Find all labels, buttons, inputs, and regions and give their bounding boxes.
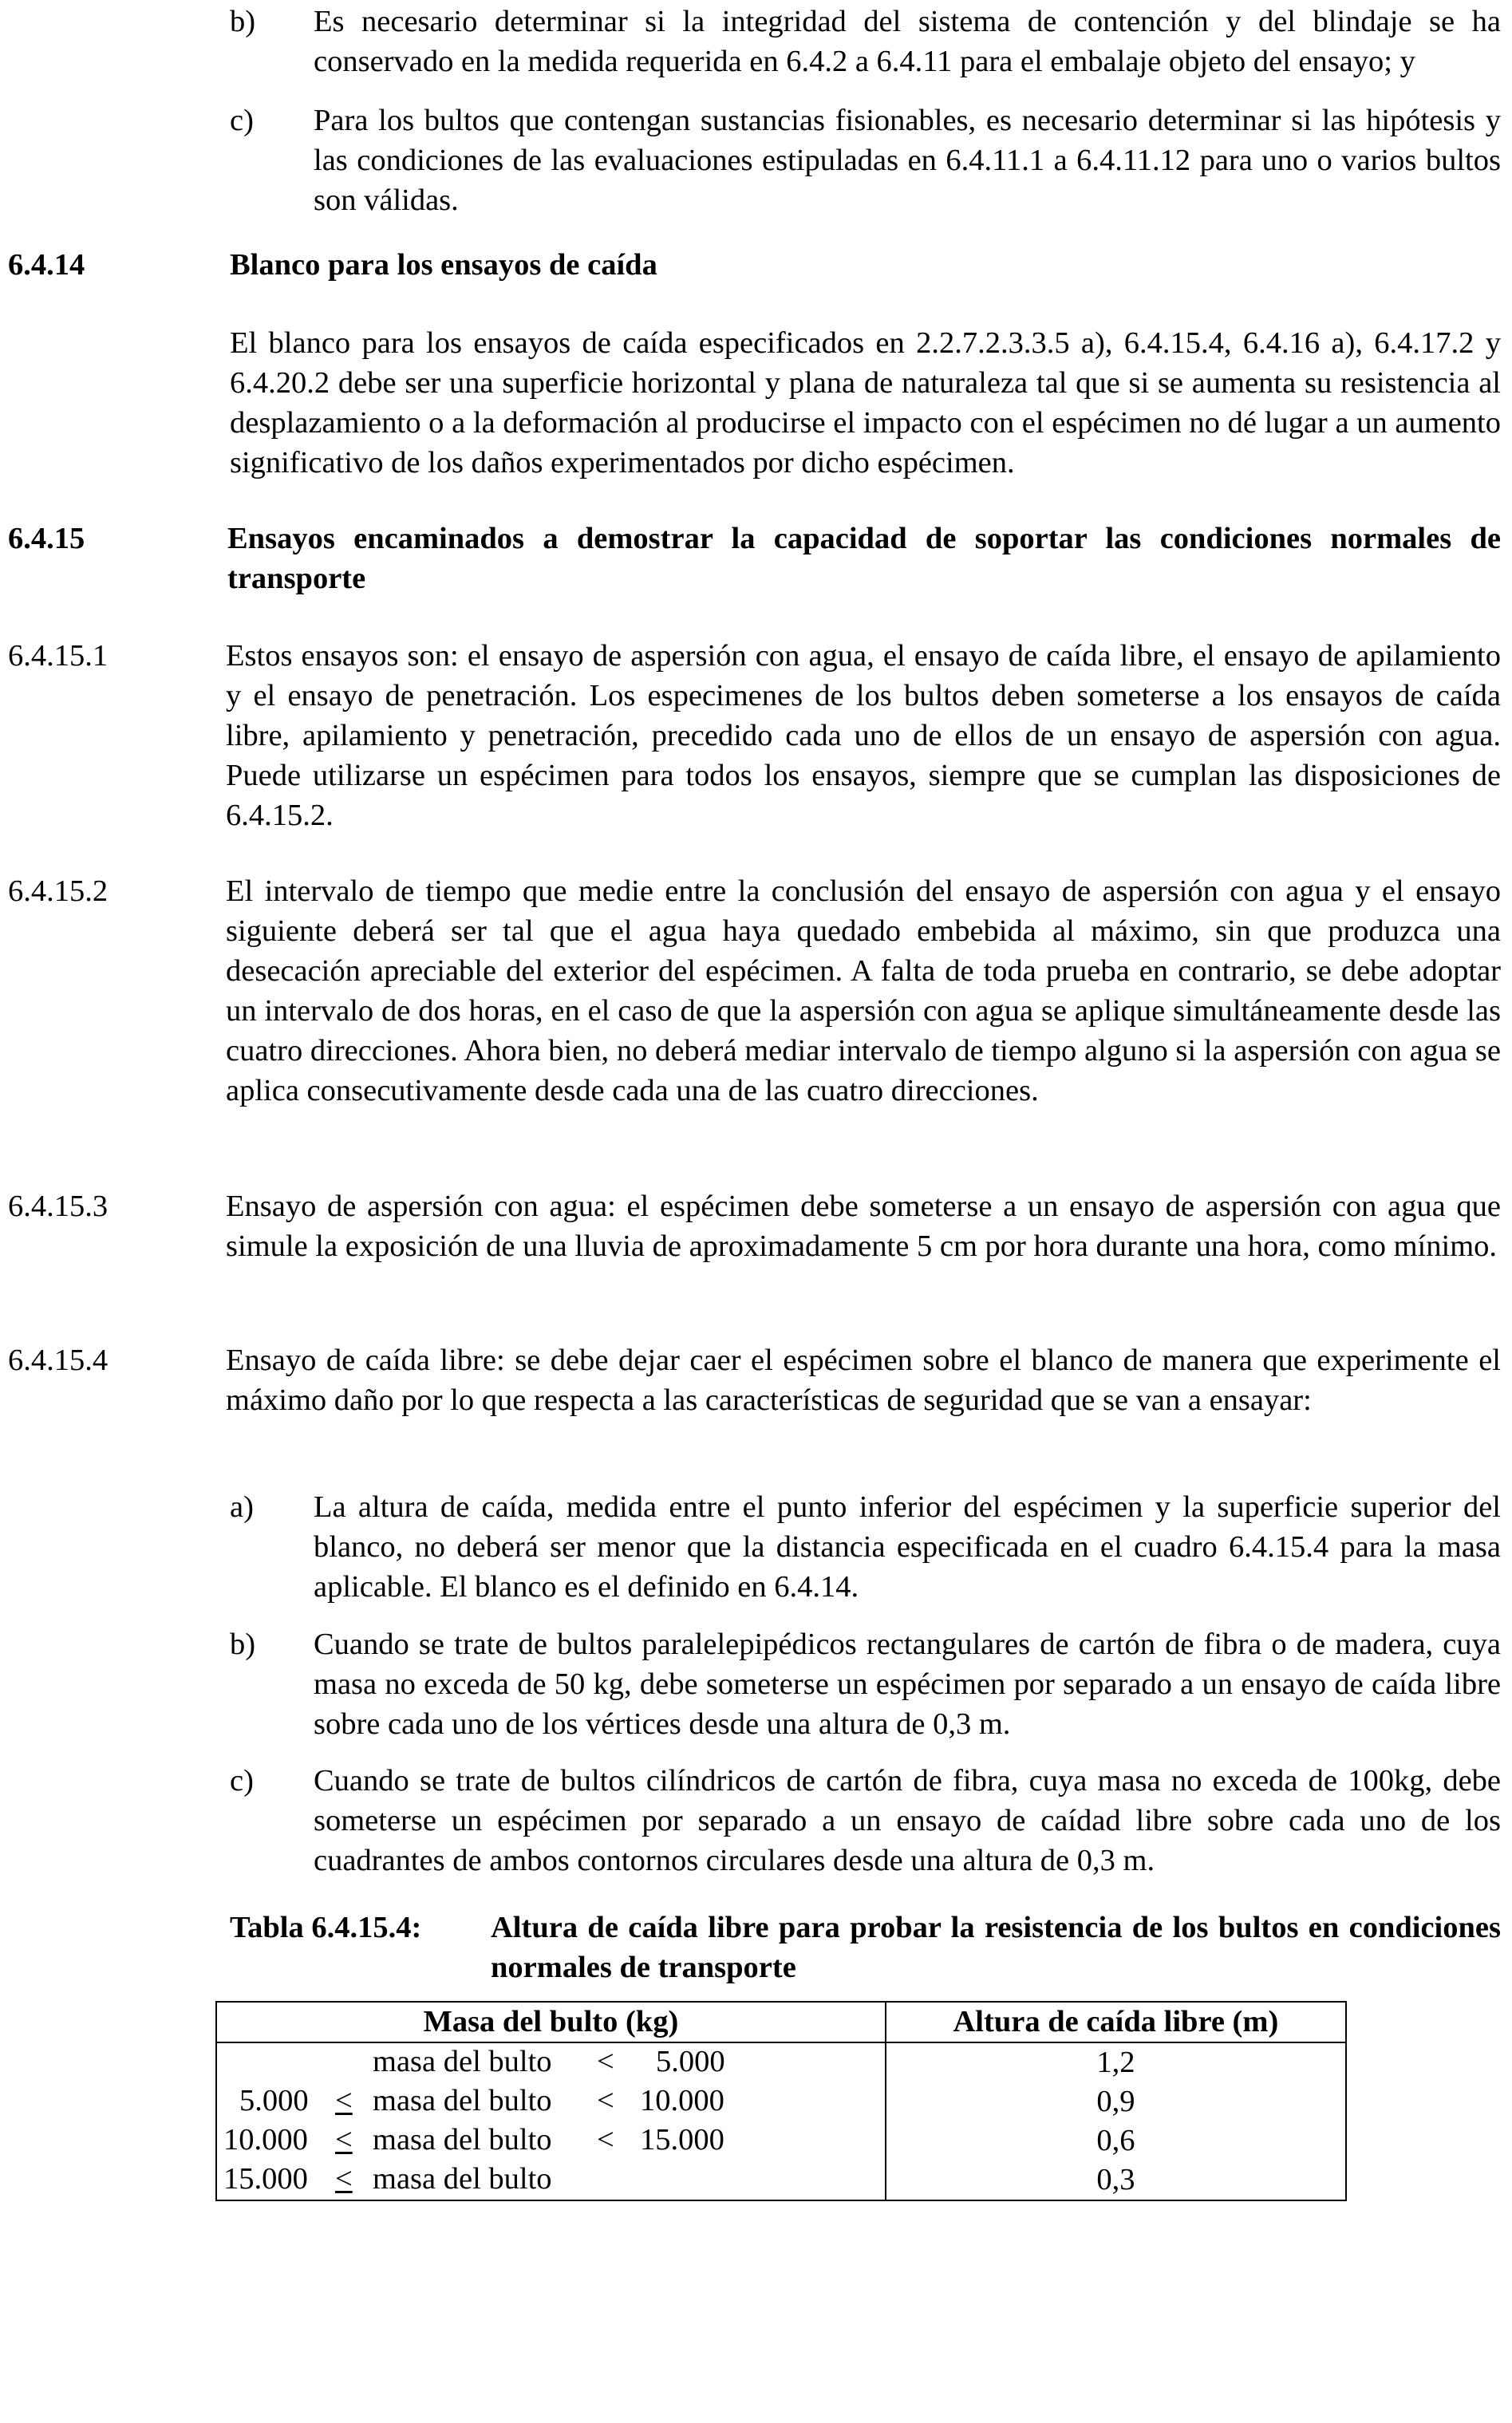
le-symbol: < [335,2084,353,2117]
table-label: Tabla 6.4.15.4: [230,1911,422,1944]
le-symbol: < [335,2162,353,2196]
sub-c-label: c) [230,1764,254,1798]
sub-a-text: La altura de caída, medida entre el punto inferior del espécimen y la superficie superior del blanco, no deberá ser menor que la distancia especificada en el cuadro 6.4.15.4 para la masa aplicable. El blanco es el definido en 6.4.14. [314,1490,1501,1604]
section-6-4-14-number: 6.4.14 [8,248,85,282]
mass-upper: 15.000 [640,2123,724,2157]
le-symbol: < [335,2123,353,2157]
sub-c-text: Cuando se trate de bultos cilíndricos de cartón de fibra, cuya masa no exceda de 100kg, debe someterse un espécimen por separado a un ensayo de caídad libre sobre cada uno de los cuadrantes de ambos contornos circulares desde una altura de 0,3 m. [314,1764,1501,1877]
lt-symbol: < [597,2045,614,2078]
section-6-4-14-body: El blanco para los ensayos de caída especificados en 2.2.7.2.3.3.5 a), 6.4.15.4, 6.4.16 a), 6.4.17.2 y 6.4.20.2 debe ser una superficie horizontal y plana de naturaleza tal que si se aumenta su resistencia al desplazamiento o a la deformación al producirse el impacto con el espécimen no dé lugar a un aumento significativo de los daños experimentados por dicho espécimen. [230,326,1501,479]
lt-symbol: < [597,2123,614,2157]
para-6-4-15-3-number: 6.4.15.3 [8,1190,109,1223]
item-b-text: Es necesario determinar si la integridad del sistema de contención y del blindaje se ha conservado en la medida requerida en 6.4.2 a 6.4.11 para el embalaje objeto del ensayo; y [314,5,1501,78]
column-header-mass: Masa del bulto (kg) [216,2002,886,2042]
drop-height-cell: 0,6 [886,2121,1346,2161]
para-6-4-15-3-text: Ensayo de aspersión con agua: el espécimen debe someterse a un ensayo de aspersión con agua que simule la exposición de una lluvia de aproximadamente 5 cm por hora durante una hora, como mínimo. [226,1190,1501,1263]
item-b-label: b) [230,5,256,38]
column-header-height: Altura de caída libre (m) [886,2002,1346,2042]
mass-upper: 5.000 [656,2045,725,2078]
para-6-4-15-1-text: Estos ensayos son: el ensayo de aspersión con agua, el ensayo de caída libre, el ensayo de apilamiento y el ensayo de penetración. Los especimenes de los bultos deben someterse a los ensayos de caída libre, apilamiento y penetración, precedido cada uno de ellos de un ensayo de aspersión con agua. Puede utilizarse un espécimen para todos los ensayos, siempre que se cumplan las disposiciones de 6.4.15.2. [226,639,1501,832]
table-row [216,2161,1346,2200]
section-6-4-15-number: 6.4.15 [8,522,85,555]
table-header-row [216,2002,1346,2042]
mass-label: masa del bulto [373,2084,552,2117]
lt-symbol: < [597,2084,614,2117]
item-c-text: Para los bultos que contengan sustancias fisionables, es necesario determinar si las hipótesis y las condiciones de las evaluaciones estipuladas en 6.4.11.1 a 6.4.11.12 para uno o varios bultos son válidas. [314,104,1501,217]
item-c-label: c) [230,104,254,137]
para-6-4-15-4-text: Ensayo de caída libre: se debe dejar caer el espécimen sobre el blanco de manera que experimente el máximo daño por lo que respecta a las características de seguridad que se van a ensayar: [226,1344,1501,1417]
mass-lower: 15.000 [223,2162,308,2196]
drop-height-cell: 1,2 [886,2042,1346,2082]
sub-a-label: a) [230,1490,254,1524]
para-6-4-15-4-number: 6.4.15.4 [8,1344,109,1377]
para-6-4-15-2-text: El intervalo de tiempo que medie entre la conclusión del ensayo de aspersión con agua y el ensayo siguiente deberá ser tal que el agua haya quedado embebida al máximo, sin que produzca una desecación apreciable del exterior del espécimen. A falta de toda prueba en contrario, se debe adoptar un intervalo de dos horas, en el caso de que la aspersión con agua se aplique simultáneamente desde las cuatro direcciones. Ahora bien, no deberá mediar intervalo de tiempo alguno si la aspersión con agua se aplica consecutivamente desde cada una de las cuatro direcciones. [226,874,1501,1107]
mass-label: masa del bulto [373,2162,552,2196]
para-6-4-15-1-number: 6.4.15.1 [8,639,109,673]
table-title: Altura de caída libre para probar la resistencia de los bultos en condiciones normales de transporte [491,1911,1501,1984]
drop-height-cell: 0,3 [886,2161,1346,2200]
table-row [216,2082,1346,2121]
table-row [216,2042,1346,2082]
drop-height-cell: 0,9 [886,2082,1346,2121]
table-row [216,2121,1346,2161]
drop-height-table [215,2001,1347,2201]
section-6-4-15-heading: Ensayos encaminados a demostrar la capacidad de soportar las condiciones normales de transporte [227,522,1501,595]
sub-b-label: b) [230,1628,256,1661]
section-6-4-14-heading: Blanco para los ensayos de caída [230,248,657,282]
mass-lower: 5.000 [239,2084,309,2117]
mass-label: masa del bulto [373,2123,552,2157]
mass-upper: 10.000 [640,2084,724,2117]
para-6-4-15-2-number: 6.4.15.2 [8,874,109,908]
mass-label: masa del bulto [373,2045,552,2078]
mass-lower: 10.000 [223,2123,308,2157]
sub-b-text: Cuando se trate de bultos paralelepipédicos rectangulares de cartón de fibra o de madera, cuya masa no exceda de 50 kg, debe someterse un espécimen por separado a un ensayo de caída libre sobre cada uno de los vértices desde una altura de 0,3 m. [314,1628,1501,1741]
